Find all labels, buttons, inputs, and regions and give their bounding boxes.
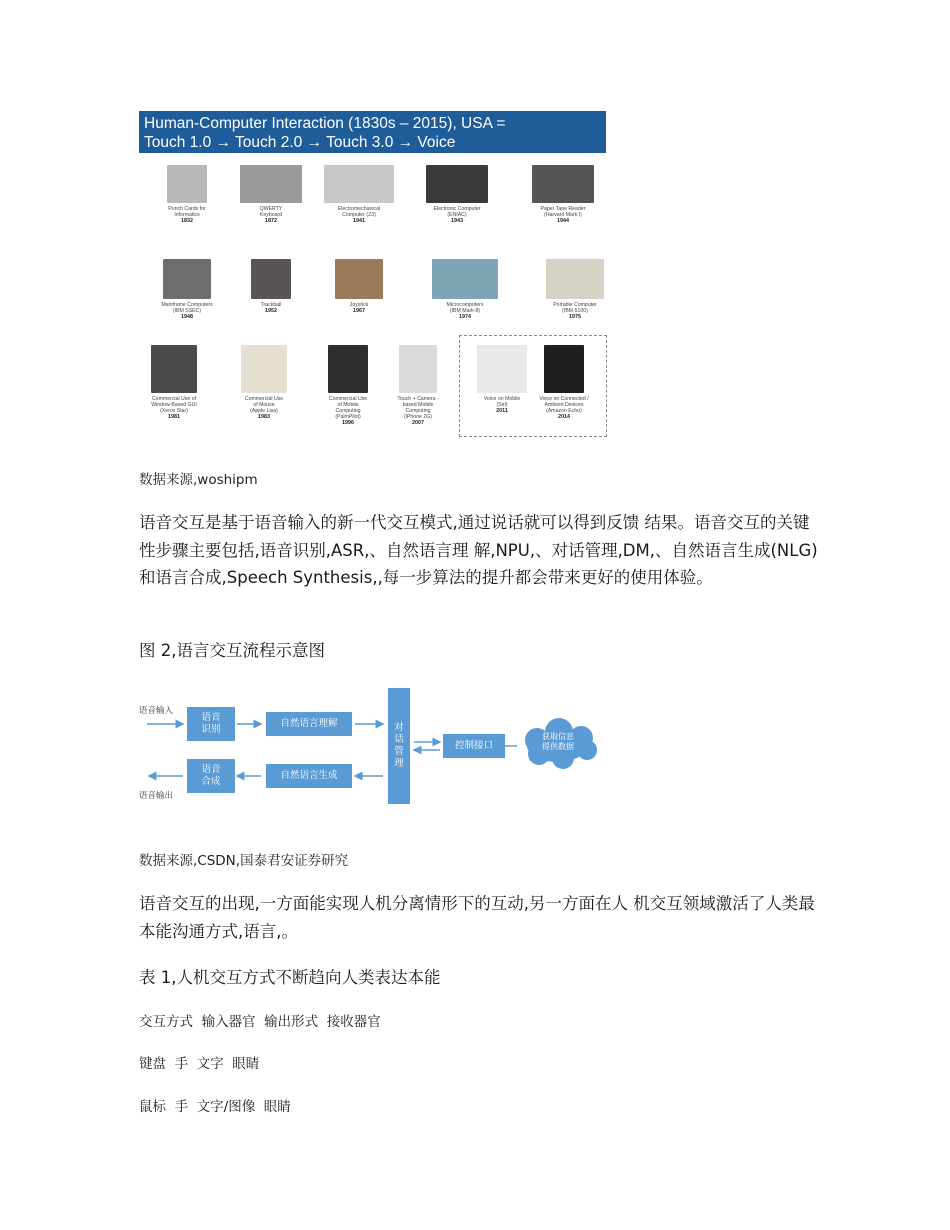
hci-item-caption: Touch + Camera - based Mobile Computing (iPhone 2G): [397, 396, 439, 420]
hci-item: [147, 259, 227, 320]
hci-item-caption: QWERTY Keyboard: [259, 206, 283, 218]
box-nlg: 自然语言生成: [266, 764, 352, 788]
hci-item-caption: Mainframe Computers (IBM SSEC): [161, 302, 213, 314]
hci-item-year: 1974: [459, 314, 471, 320]
hci-item-image: [432, 259, 498, 299]
hci-item-year: 1872: [265, 218, 277, 224]
hci-item-year: 1983: [258, 414, 270, 420]
hci-item-year: 2007: [412, 420, 424, 426]
paragraph-voice-benefit: 语音交互的出现,一方面能实现人机分离情形下的互动,另一方面在人 机交互领域激活了人类最本能沟通方式,语言,。: [139, 894, 815, 941]
hci-item-image: [399, 345, 437, 393]
hci-item: [319, 165, 399, 224]
hci-item: [319, 259, 399, 314]
hci-timeline-figure: [139, 111, 606, 441]
hci-item: [385, 345, 451, 426]
table-header-row: 交互方式 输入器官 输出形式 接收器官: [139, 1014, 381, 1030]
table-row-mouse: 鼠标 手 文字/图像 眼睛: [139, 1099, 291, 1115]
paragraph-intro: 语音交互是基于语音输入的新一代交互模式,通过说话就可以得到反馈 结果。语音交互的关键性步骤主要包括,语音识别,ASR,、自然语言理 解,NPU,、对话管理,DM,、自然语言生成(NLG)和语言合成,Speech Synthesis,,每一步算法的提升都会带来更好的使用体验。: [139, 513, 818, 587]
hci-item: [231, 345, 297, 420]
hci-item-image: [251, 259, 291, 299]
hci-item-year: 1948: [181, 314, 193, 320]
hci-item: [425, 259, 505, 320]
hci-item-year: 1975: [569, 314, 581, 320]
label-speech-input: 语音输入: [139, 706, 174, 716]
box-dialog-management: 对 话 管 理: [388, 688, 410, 804]
source-note-1: 数据来源,woshipm: [139, 472, 258, 488]
hci-item-image: [544, 345, 584, 393]
hci-item-image: [240, 165, 302, 203]
hci-item-year: 1981: [168, 414, 180, 420]
hci-item-year: 2014: [558, 414, 570, 420]
source-note-2: 数据来源,CSDN,国泰君安证券研究: [139, 853, 349, 869]
hci-item-image: [532, 165, 594, 203]
hci-item-year: 2011: [496, 408, 508, 414]
hci-item-image: [426, 165, 488, 203]
hci-item-caption: Commercial Use of Window-Based GUI (Xerox Star): [151, 396, 197, 414]
figure-2-title: 图 2,语言交互流程示意图: [139, 641, 325, 660]
hci-item-caption: Voice on Connected / Ambient Devices (Amazon Echo): [539, 396, 589, 414]
hci-item: [417, 165, 497, 224]
hci-item-image: [477, 345, 527, 393]
label-speech-output: 语音输出: [139, 791, 174, 801]
hci-item-image: [151, 345, 197, 393]
hci-item-caption: Joystick: [349, 302, 369, 308]
hci-item: [535, 259, 615, 320]
box-nlu: 自然语言理解: [266, 712, 352, 736]
hci-item-year: 1952: [265, 308, 277, 314]
hci-item-caption: Electromechanical Computer (Z3): [337, 206, 381, 218]
banner-title-line2: Touch 1.0 → Touch 2.0 → Touch 3.0 → Voice: [144, 134, 456, 151]
cloud-label: 获取信息 提供数据: [542, 732, 574, 751]
hci-item: [147, 165, 227, 224]
hci-item-year: 1943: [451, 218, 463, 224]
table-1-title: 表 1,人机交互方式不断趋向人类表达本能: [139, 968, 441, 987]
hci-item-image: [335, 259, 383, 299]
hci-item-caption: Punch Cards for Informatics: [168, 206, 206, 218]
hci-item-year: 1941: [353, 218, 365, 224]
figure-banner: [139, 111, 606, 153]
hci-item-year: 1967: [353, 308, 365, 314]
hci-item-caption: Portable Computer (IBM 5100): [553, 302, 597, 314]
hci-item-image: [163, 259, 211, 299]
hci-item-year: 1944: [557, 218, 569, 224]
hci-item-caption: Commercial Use of Mouse (Apple Lisa): [244, 396, 284, 414]
hci-item: [523, 165, 603, 224]
hci-item-image: [546, 259, 604, 299]
hci-item-year: 1832: [181, 218, 193, 224]
table-row-keyboard: 键盘 手 文字 眼睛: [139, 1056, 260, 1072]
hci-item-caption: Electronic Computer (ENIAC): [433, 206, 481, 218]
hci-item-image: [324, 165, 394, 203]
hci-item-caption: Commercial Use of Mobile Computing (PalmPilot): [328, 396, 368, 420]
voice-interaction-flow-diagram: [139, 688, 619, 806]
box-control-interface: 控制接口: [443, 734, 505, 758]
hci-item-image: [241, 345, 287, 393]
hci-item: [231, 259, 311, 314]
hci-item-year: 1996: [342, 420, 354, 426]
hci-item: [231, 165, 311, 224]
hci-item-caption: Trackball: [260, 302, 282, 308]
box-tts: 语音 合成: [187, 759, 235, 793]
hci-item: [315, 345, 381, 426]
hci-item-caption: Paper Tape Reader (Harvard Mark I): [540, 206, 586, 218]
box-asr: 语音 识别: [187, 707, 235, 741]
hci-item: [531, 345, 597, 420]
hci-item: [141, 345, 207, 420]
banner-title-line1: Human-Computer Interaction (1830s – 2015), USA =: [144, 115, 506, 132]
hci-item-image: [328, 345, 368, 393]
hci-item-image: [167, 165, 207, 203]
hci-item-caption: Microcomputers (IBM Mark-8): [446, 302, 484, 314]
hci-item-caption: Voice on Mobile (Siri): [483, 396, 521, 408]
hci-item: [469, 345, 535, 414]
